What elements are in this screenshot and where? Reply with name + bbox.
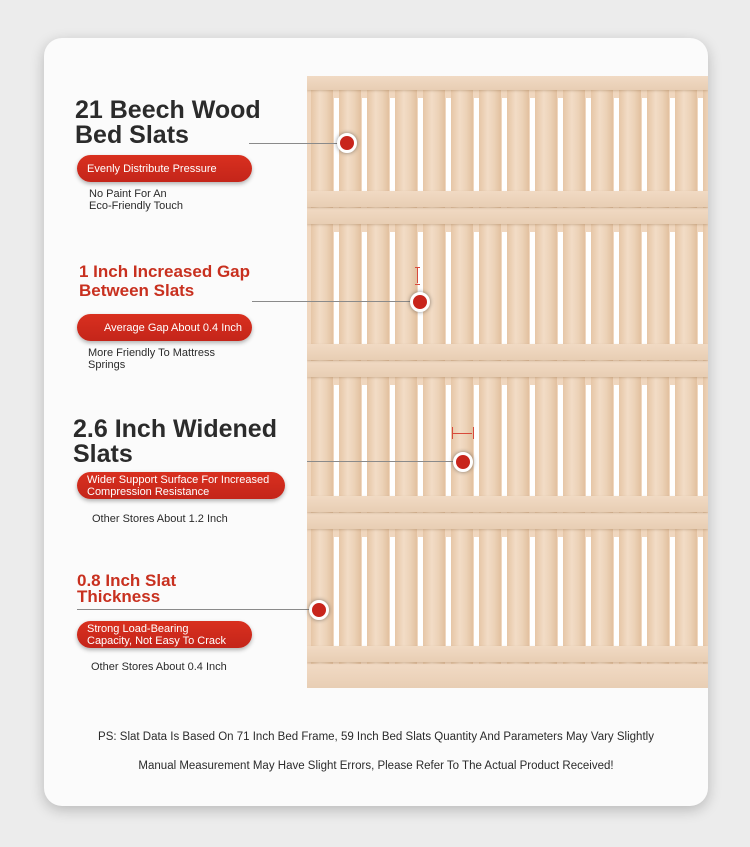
gap-marker-stem (417, 267, 418, 283)
wood-slat (591, 224, 613, 361)
wood-slat (311, 529, 333, 664)
wood-slat (395, 224, 417, 361)
feature-1-leader-line (249, 143, 339, 144)
wood-slat (339, 224, 361, 361)
wood-slat (703, 224, 708, 361)
wood-slat (451, 224, 473, 361)
wood-slat (479, 529, 501, 664)
wood-slat (423, 224, 445, 361)
callout-dot-icon (309, 600, 329, 620)
wood-slat (367, 529, 389, 664)
wood-rail (307, 513, 708, 529)
wood-slat (507, 529, 529, 664)
feature-3-subtext: Other Stores About 1.2 Inch (92, 513, 228, 525)
wood-slat (395, 529, 417, 664)
wood-slat (451, 529, 473, 664)
wood-slat (507, 224, 529, 361)
wood-rail (307, 76, 708, 90)
bed-slats-photo (307, 76, 708, 688)
wood-slat (423, 529, 445, 664)
callout-dot-icon (453, 452, 473, 472)
wood-slat (311, 377, 333, 513)
width-marker-bar (452, 433, 472, 434)
wood-slat (703, 529, 708, 664)
wood-slat (591, 529, 613, 664)
wood-slat (535, 529, 557, 664)
feature-1-subtext: No Paint For An Eco-Friendly Touch (89, 188, 183, 212)
feature-3-title: 2.6 Inch Widened Slats (73, 415, 277, 468)
wood-slat (339, 529, 361, 664)
feature-4-title: 0.8 Inch Slat Thickness (77, 571, 177, 606)
callout-dot-icon (410, 292, 430, 312)
wood-rail (307, 361, 708, 377)
wood-slat (675, 377, 697, 513)
feature-4-subtext: Other Stores About 0.4 Inch (91, 661, 227, 673)
wood-slat (647, 224, 669, 361)
wood-rail (307, 664, 708, 688)
wood-cross-rail (307, 646, 708, 662)
wood-slat (395, 377, 417, 513)
wood-slat (479, 377, 501, 513)
feature-2-pill: Average Gap About 0.4 Inch (77, 314, 252, 341)
wood-cross-rail (307, 496, 708, 512)
wood-rail (307, 208, 708, 224)
wood-slat (563, 529, 585, 664)
wood-slat (563, 224, 585, 361)
callout-dot-icon (337, 133, 357, 153)
wood-slat (619, 224, 641, 361)
wood-slat (479, 224, 501, 361)
wood-slat (311, 224, 333, 361)
wood-slat (619, 529, 641, 664)
feature-2-subtext: More Friendly To Mattress Springs (88, 347, 215, 371)
feature-1-title: 21 Beech Wood Bed Slats (75, 96, 261, 149)
feature-4-leader-line (77, 609, 312, 610)
feature-1-pill: Evenly Distribute Pressure (77, 155, 252, 182)
feature-2-leader-line (252, 301, 412, 302)
wood-cross-rail (307, 344, 708, 360)
feature-3-leader-line (307, 461, 457, 462)
feature-3-pill: Wider Support Surface For Increased Compression Resistance (77, 472, 285, 499)
measurement-note: Manual Measurement May Have Slight Errors, Please Refer To The Actual Product Received! (138, 760, 614, 772)
ps-note: PS: Slat Data Is Based On 71 Inch Bed Frame, 59 Inch Bed Slats Quantity And Parameters May Vary Slightly (98, 731, 654, 743)
wood-slat (339, 377, 361, 513)
feature-4-pill: Strong Load-Bearing Capacity, Not Easy To Crack (77, 621, 252, 648)
wood-slat (535, 377, 557, 513)
feature-2-title: 1 Inch Increased Gap Between Slats (79, 262, 251, 300)
wood-slat (451, 377, 473, 513)
wood-cross-rail (307, 191, 708, 207)
wood-slat (367, 377, 389, 513)
wood-slat (619, 377, 641, 513)
product-card (44, 38, 708, 806)
wood-slat (675, 224, 697, 361)
wood-slat (423, 377, 445, 513)
wood-slat (535, 224, 557, 361)
wood-slat (507, 377, 529, 513)
wood-slat (675, 529, 697, 664)
wood-slat (647, 377, 669, 513)
wood-slat (703, 377, 708, 513)
wood-slat (647, 529, 669, 664)
wood-slat (591, 377, 613, 513)
wood-slat (563, 377, 585, 513)
wood-slat (367, 224, 389, 361)
